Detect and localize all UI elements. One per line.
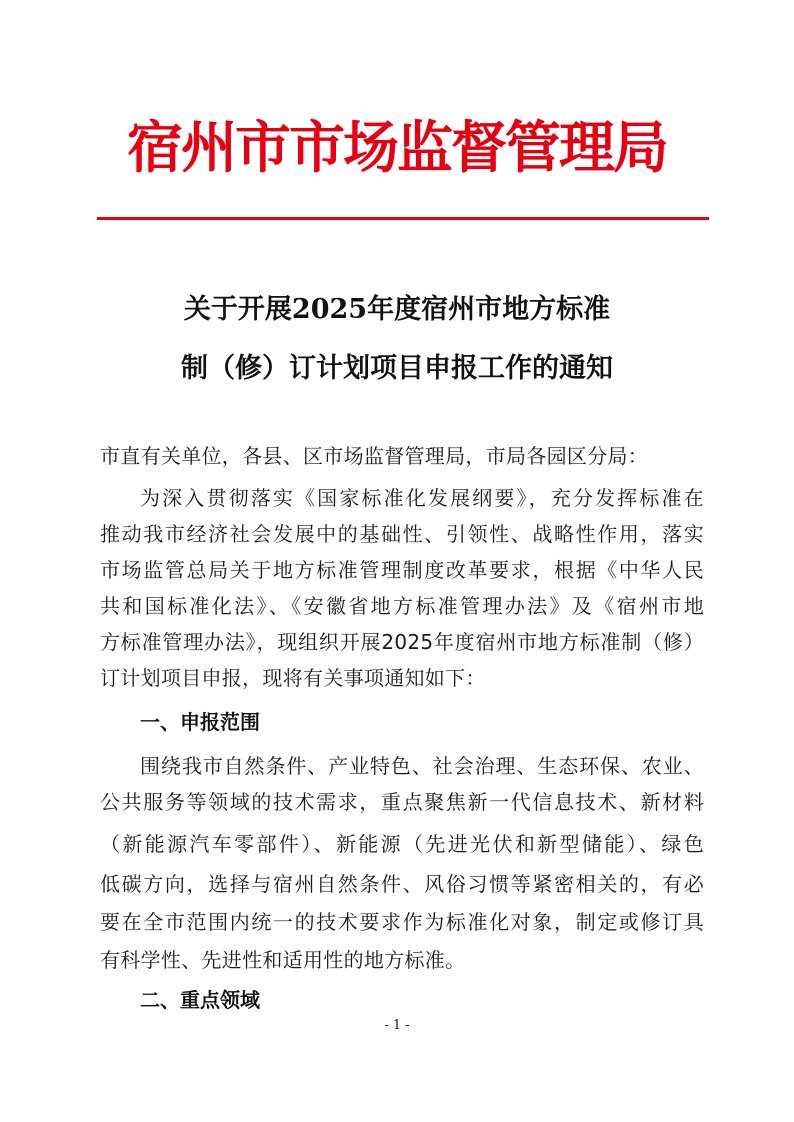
intro-line: 市场监管总局关于地方标准管理制度改革要求，根据《中华人民 (100, 558, 704, 582)
document-title-line-2: 制（修）订计划项目申报工作的通知 (181, 353, 613, 384)
intro-line: 为深入贯彻落实《国家标准化发展纲要》，充分发挥标准在 (140, 486, 704, 510)
section1-line: 要在全市范围内统一的技术要求作为标准化对象，制定或修订具 (100, 910, 704, 934)
section1-line: 围绕我市自然条件、产业特色、社会治理、生态环保、农业、 (140, 754, 704, 778)
intro-line: 共和国标准化法》、《安徽省地方标准管理办法》及《宿州市地 (100, 594, 704, 618)
section-heading-2: 二、重点领域 (140, 988, 260, 1012)
section1-line: 有科学性、先进性和适用性的地方标准。 (100, 948, 466, 972)
salutation: 市直有关单位，各县、区市场监督管理局，市局各园区分局： (100, 444, 649, 468)
page-number: - 1 - (384, 1018, 410, 1033)
intro-line: 方标准管理办法》，现组织开展2025年度宿州市地方标准制（修） (100, 630, 704, 654)
section1-line: 低碳方向，选择与宿州自然条件、风俗习惯等紧密相关的，有必 (100, 872, 704, 896)
intro-line: 推动我市经济社会发展中的基础性、引领性、战略性作用，落实 (100, 522, 704, 546)
issuing-authority-header: 宿州市市场监督管理局 (127, 115, 667, 181)
section-heading-1: 一、申报范围 (140, 710, 260, 734)
section1-line: 公共服务等领域的技术需求，重点聚焦新一代信息技术、新材料 (100, 790, 704, 814)
document-title-line-1: 关于开展2025年度宿州市地方标准 (183, 294, 611, 325)
red-header-rule (97, 217, 709, 220)
section1-line: （新能源汽车零部件）、新能源（先进光伏和新型储能）、绿色 (100, 832, 704, 856)
intro-line: 订计划项目申报，现将有关事项通知如下： (100, 666, 486, 690)
